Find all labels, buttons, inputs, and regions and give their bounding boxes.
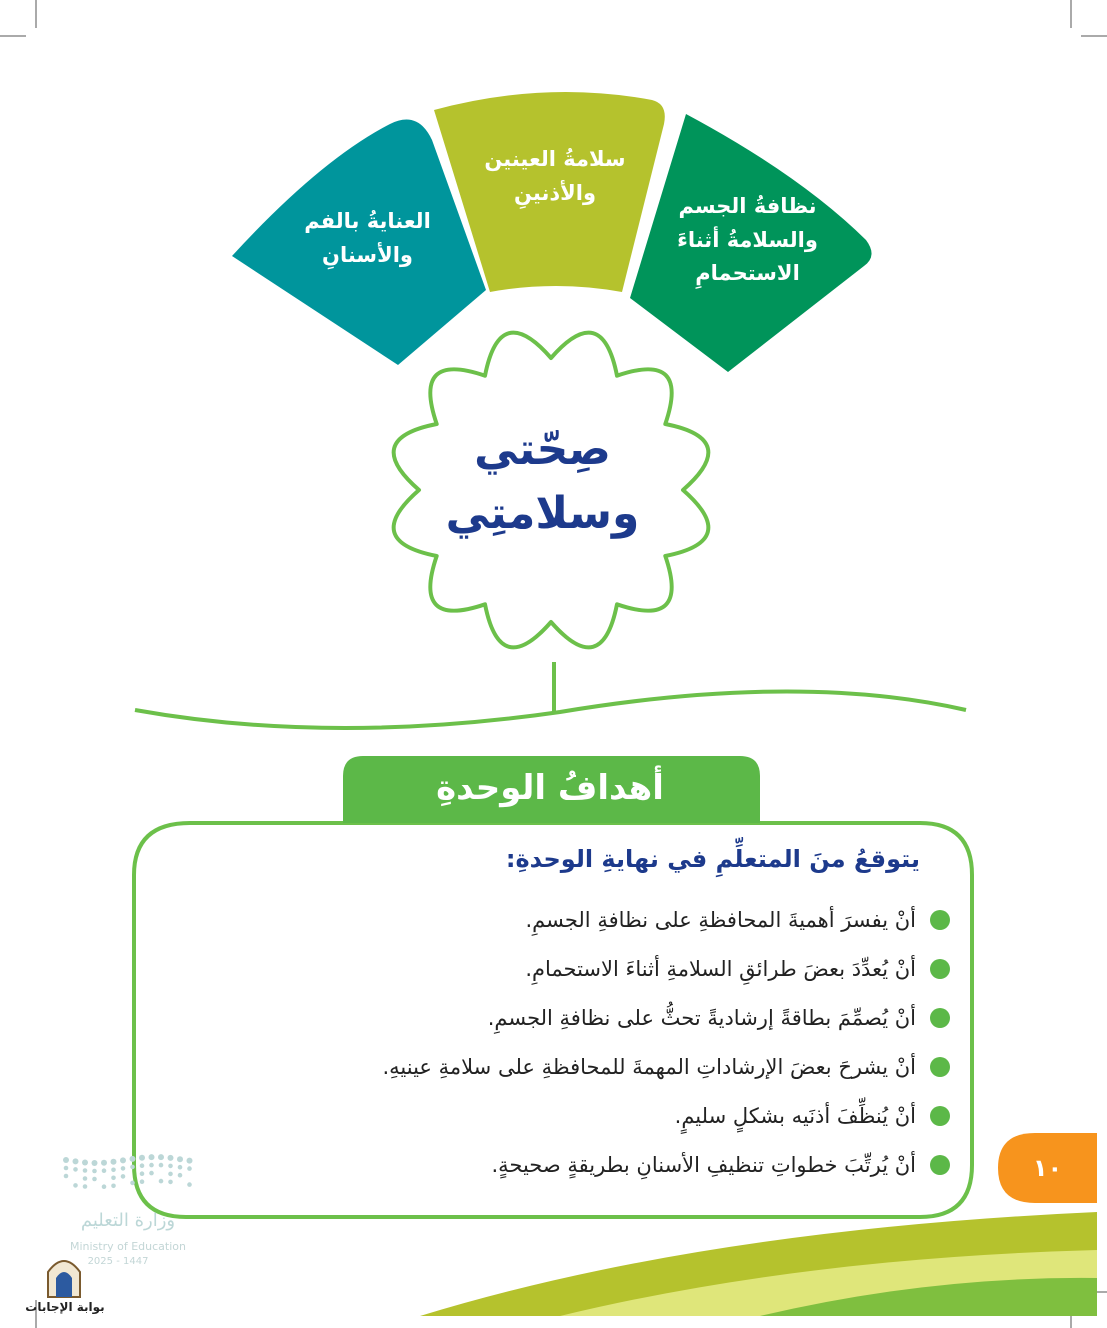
- petal-teal-line2: والأسنانِ: [322, 242, 413, 267]
- goals-list: [260, 895, 950, 1189]
- goal-text: أنْ يُنظِّفَ أذنَيه بشكلٍ سليمٍ.: [674, 1103, 916, 1128]
- bullet-icon: [930, 1057, 950, 1077]
- logo-dot: [102, 1184, 107, 1189]
- goal-text: أنْ يشرحَ بعضَ الإرشاداتِ المهمةَ للمحافظةِ على سلامةِ عينيهِ.: [382, 1054, 916, 1079]
- unit-title-line2: وسلامتِي: [445, 487, 640, 539]
- logo-dot: [168, 1180, 173, 1185]
- logo-dot: [140, 1171, 145, 1176]
- petal-green-line1: نظافةُ الجسم: [678, 194, 817, 218]
- bullet-icon: [930, 959, 950, 979]
- petal-lime-line2: والأذنينِ: [513, 180, 597, 205]
- bullet-icon: [930, 910, 950, 930]
- goal-text: أنْ يفسرَ أهميةَ المحافظةِ على نظافةِ الجسمِ.: [525, 907, 916, 932]
- logo-dot: [178, 1173, 183, 1178]
- logo-dot: [111, 1176, 116, 1181]
- logo-dot: [159, 1179, 164, 1184]
- logo-dot: [149, 1163, 154, 1168]
- logo-dot: [102, 1168, 107, 1173]
- logo-dot: [64, 1174, 69, 1179]
- logo-dot: [149, 1171, 154, 1176]
- petal-green-line3: الاستحمامِ: [695, 261, 800, 286]
- petal-green-line2: والسلامةُ أثناءَ: [677, 227, 818, 252]
- logo-dot: [111, 1168, 116, 1173]
- goal-item: [260, 993, 950, 1042]
- goal-item: [260, 895, 950, 944]
- logo-dot: [111, 1159, 117, 1165]
- goal-item: [260, 944, 950, 993]
- bullet-icon: [930, 1155, 950, 1175]
- portal-label: بوابة الإجابات: [25, 1300, 105, 1314]
- logo-dot: [130, 1156, 136, 1162]
- logo-dot: [83, 1184, 88, 1189]
- bullet-icon: [930, 1008, 950, 1028]
- logo-dot: [130, 1181, 135, 1186]
- page-number: ١٠: [1032, 1154, 1063, 1182]
- ministry-name-english: Ministry of Education: [69, 1240, 186, 1253]
- ministry-name-arabic: وزارة التعليم: [80, 1210, 176, 1231]
- logo-dot: [63, 1157, 69, 1163]
- goal-text: أنْ يُعدِّدَ بعضَ طرائقِ السلامةِ أثناءَ الاستحمامِ.: [525, 956, 916, 981]
- petal-teal-label: [285, 205, 450, 272]
- petal-lime-line1: سلامةُ العينين: [484, 147, 626, 171]
- petal-lime-label: [470, 143, 640, 210]
- logo-dot: [177, 1156, 183, 1162]
- logo-dot: [187, 1182, 192, 1187]
- logo-dot: [139, 1155, 145, 1161]
- logo-dot: [158, 1154, 164, 1160]
- ministry-year: 2025 - 1447: [87, 1256, 149, 1267]
- logo-dot: [149, 1154, 155, 1160]
- logo-dot: [83, 1168, 88, 1173]
- unit-title: [410, 418, 675, 546]
- logo-dot: [130, 1165, 135, 1170]
- logo-dot: [168, 1172, 173, 1177]
- logo-dot: [140, 1179, 145, 1184]
- logo-dot: [187, 1158, 193, 1164]
- logo-dot: [92, 1160, 98, 1166]
- logo-dot: [92, 1169, 97, 1174]
- logo-dot: [178, 1165, 183, 1170]
- logo-dot: [159, 1163, 164, 1168]
- logo-dot: [121, 1166, 126, 1171]
- goal-item: [260, 1091, 950, 1140]
- petal-green-label: [660, 190, 835, 291]
- logo-dot: [168, 1155, 174, 1161]
- logo-dot: [120, 1157, 126, 1163]
- logo-dot: [92, 1177, 97, 1182]
- logo-dot: [73, 1158, 79, 1164]
- goal-text: أنْ يُصمِّمَ بطاقةً إرشاديةً تحثُّ على نظافةِ الجسمِ.: [487, 1005, 916, 1030]
- goal-item: [260, 1042, 950, 1091]
- logo-dot: [111, 1184, 116, 1189]
- goal-item: [260, 1140, 950, 1189]
- logo-dot: [121, 1174, 126, 1179]
- logo-dot: [73, 1183, 78, 1188]
- logo-dot: [168, 1164, 173, 1169]
- logo-dot: [82, 1160, 88, 1166]
- goals-banner-title: أهدافُ الوحدةِ: [436, 768, 664, 808]
- ground-line: [135, 691, 966, 728]
- goal-text: أنْ يُرتِّبَ خطواتِ تنظيفِ الأسنانِ بطريقةٍ صحيحةٍ.: [491, 1152, 916, 1177]
- goals-intro: يتوقعُ منَ المتعلِّمِ في نهايةِ الوحدةِ:: [505, 845, 920, 873]
- logo-dot: [83, 1176, 88, 1181]
- bullet-icon: [930, 1106, 950, 1126]
- logo-dot: [187, 1166, 192, 1171]
- logo-dot: [140, 1163, 145, 1168]
- logo-dot: [73, 1167, 78, 1172]
- petal-teal-line1: العنايةُ بالفم: [304, 209, 431, 233]
- unit-title-line1: صِحّتي: [474, 424, 611, 475]
- logo-dot: [64, 1166, 69, 1171]
- logo-dot: [101, 1160, 107, 1166]
